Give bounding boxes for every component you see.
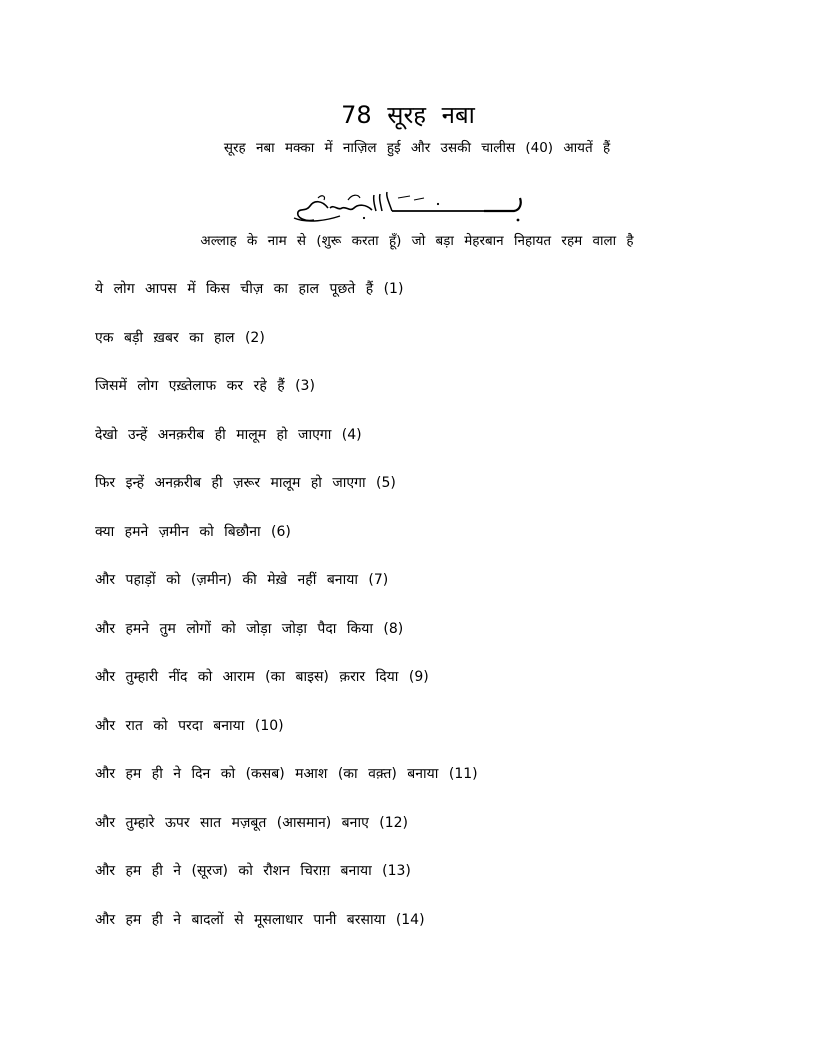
bismillah-calligraphy bbox=[288, 190, 528, 226]
verse-line: जिसमें लोग एख़्तेलाफ कर रहे हैं (3) bbox=[95, 378, 315, 394]
verse-line: और हम ही ने (सूरज) को रौशन चिराग़ बनाया (13) bbox=[95, 863, 411, 879]
surah-title: 78 सूरह नबा bbox=[341, 101, 475, 129]
verse-line: और हम ही ने बादलों से मूसलाधार पानी बरसाया (14) bbox=[95, 911, 425, 928]
verse-line: और तुम्हारी नींद को आराम (का बाइस) क़रार दिया (9) bbox=[95, 669, 429, 685]
verse-line: और हमने तुम लोगों को जोड़ा जोड़ा पैदा किया (8) bbox=[95, 620, 404, 637]
bismillah-translation: अल्लाह के नाम से (शुरू करता हूँ) जो बड़ा मेहरबान निहायत रहम वाला है bbox=[200, 233, 634, 249]
verse-line: और तुम्हारे ऊपर सात मज़बूत (आसमान) बनाए (12) bbox=[95, 814, 408, 831]
verse-line: और हम ही ने दिन को (कसब) मआश (का वक़्त) बनाया (11) bbox=[95, 766, 478, 782]
verse-line: देखो उन्हें अनक़रीब ही मालूम हो जाएगा (4) bbox=[95, 426, 362, 443]
verse-line: एक बड़ी ख़बर का हाल (2) bbox=[95, 329, 265, 346]
verse-list bbox=[95, 278, 775, 957]
verse-line: और पहाड़ों को (ज़मीन) की मेख़े नहीं बनाया (7) bbox=[95, 572, 389, 588]
verse-line: और रात को परदा बनाया (10) bbox=[95, 717, 284, 734]
verse-line: क्या हमने ज़मीन को बिछौना (6) bbox=[95, 523, 291, 540]
verse-line: फिर इन्हें अनक़रीब ही ज़रूर मालूम हो जाएगा (5) bbox=[95, 475, 396, 491]
verse-line: ये लोग आपस में किस चीज़ का हाल पूछते हैं (1) bbox=[95, 281, 404, 297]
surah-subtitle: सूरह नबा मक्का में नाज़िल हुई और उसकी चालीस (40) आयतें हैं bbox=[223, 140, 611, 156]
